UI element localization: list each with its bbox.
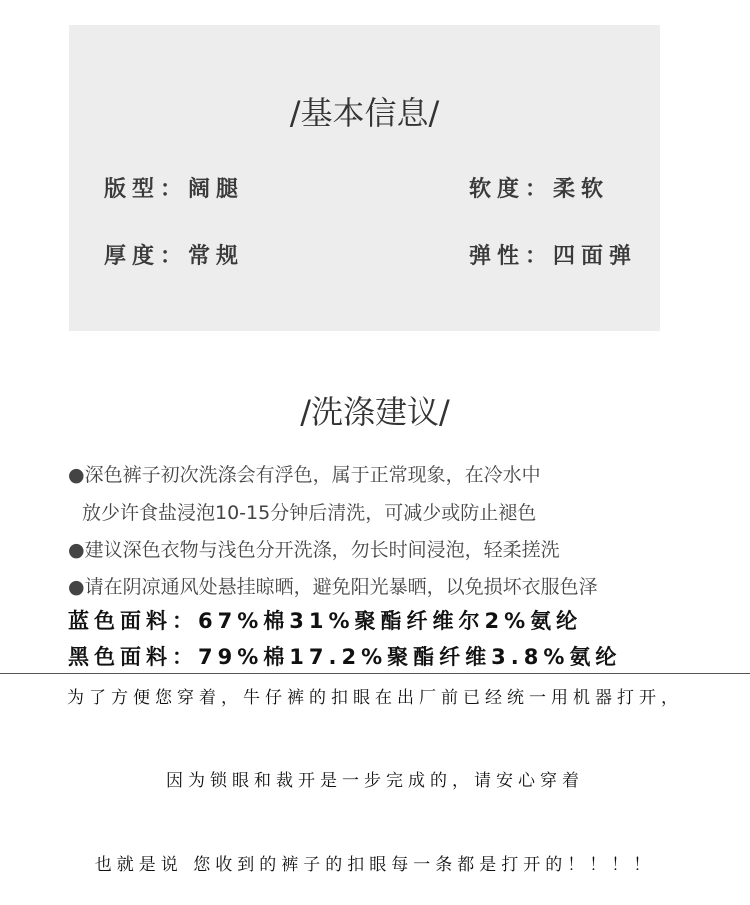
spec-elasticity-value: 四面弹: [553, 244, 638, 269]
spec-softness-value: 柔软: [553, 177, 610, 202]
spec-fit-label: 版型：: [104, 177, 189, 202]
washing-line: ●请在阴凉通风处悬挂晾晒，避免阳光暴晒，以免损坏衣服色泽: [68, 576, 598, 598]
spec-fit: [104, 176, 244, 204]
basic-info-panel: [69, 25, 660, 331]
buttonhole-notice-line-3: 也就是说 您收到的裤子的扣眼每一条都是打开的！！！！: [94, 855, 656, 875]
section-divider: [0, 673, 750, 674]
spec-softness: [469, 176, 609, 204]
spec-fit-value: 阔腿: [188, 177, 245, 202]
fabric-blue: 蓝色面料：67%棉31%聚酯纤维尔2%氨纶: [68, 609, 583, 633]
washing-line: ●深色裤子初次洗涤会有浮色，属于正常现象，在冷水中: [68, 464, 541, 486]
spec-softness-label: 软度：: [469, 177, 554, 202]
buttonhole-notice-line-1: 为了方便您穿着，牛仔裤的扣眼在出厂前已经统一用机器打开，: [67, 688, 683, 708]
washing-line: 放少许食盐浸泡10-15分钟后清洗，可减少或防止褪色: [82, 502, 537, 524]
spec-elasticity-label: 弹性：: [469, 244, 554, 269]
fabric-black: 黑色面料：79%棉17.2%聚酯纤维3.8%氨纶: [68, 645, 622, 669]
spec-thickness: [104, 243, 244, 271]
spec-elasticity: [469, 243, 637, 271]
washing-line: ●建议深色衣物与浅色分开洗涤，勿长时间浸泡，轻柔搓洗: [68, 539, 560, 561]
washing-title: /洗涤建议/: [300, 393, 450, 431]
buttonhole-notice-line-2: 因为锁眼和裁开是一步完成的，请安心穿着: [166, 771, 584, 791]
spec-thickness-label: 厚度：: [104, 244, 189, 269]
spec-thickness-value: 常规: [188, 244, 245, 269]
basic-info-title: /基本信息/: [289, 94, 440, 132]
